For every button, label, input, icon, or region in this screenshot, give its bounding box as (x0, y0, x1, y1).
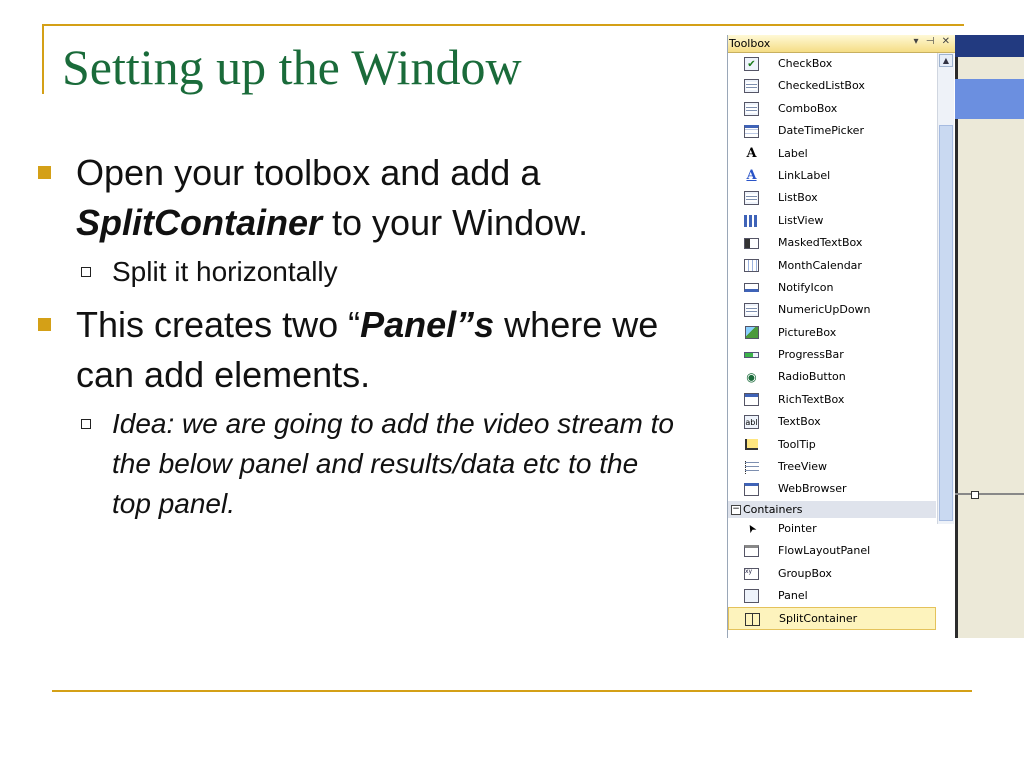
scroll-thumb[interactable] (939, 125, 953, 521)
label-glyph: A (746, 146, 757, 162)
toolbox-group-label: Containers (743, 502, 803, 516)
toolbox-item-flowlayoutpanel[interactable] (728, 540, 936, 562)
toolbox-item-label: GroupBox (778, 566, 832, 580)
toolbox-item-label: DateTimePicker (778, 124, 864, 138)
toolbox-item-linklabel[interactable] (728, 165, 936, 187)
toolbox-item-label: SplitContainer (779, 612, 858, 626)
toolbox-item-label: RadioButton (778, 370, 846, 384)
designer-form-titlebar (955, 79, 1024, 119)
toolbox-panel (727, 35, 957, 638)
toolbox-item-groupbox[interactable] (728, 563, 936, 585)
toolbox-item-maskedtextbox[interactable] (728, 232, 936, 254)
toolbox-item-picturebox[interactable] (728, 322, 936, 344)
toolbox-item-label: Label (778, 146, 808, 160)
tooltip-icon (744, 438, 759, 452)
bullet-2 (38, 300, 678, 400)
splitcontainer-icon (745, 612, 760, 626)
toolbox-item-webbrowser[interactable] (728, 478, 936, 500)
toolbox-item-textbox[interactable] (728, 411, 936, 433)
linklabel-glyph: A (746, 168, 757, 184)
webbrowser-icon (744, 482, 759, 496)
bullet-square-icon (38, 318, 51, 331)
toolbox-item-tooltip[interactable] (728, 434, 936, 456)
accent-top-line (42, 24, 964, 26)
bullet-list (38, 148, 678, 532)
toolbox-item-numericupdown[interactable] (728, 299, 936, 321)
toolbox-item-richtextbox[interactable] (728, 389, 936, 411)
accent-bottom-line (52, 690, 972, 692)
toolbox-item-radiobutton[interactable] (728, 366, 936, 388)
toolbox-item-label: ListBox (778, 191, 818, 205)
toolbox-item-splitcontainer[interactable] (728, 607, 936, 629)
toolbox-item-notifyicon[interactable] (728, 277, 936, 299)
toolbox-item-label: Panel (778, 588, 808, 602)
toolbox-item-label: FlowLayoutPanel (778, 544, 871, 558)
toolbox-item-label[interactable] (728, 143, 936, 165)
toolbox-title: Toolbox (729, 37, 771, 50)
pointer-icon (744, 522, 759, 536)
toolbox-item-label: ListView (778, 213, 824, 227)
toolbox-item-datetimepicker[interactable] (728, 120, 936, 142)
toolbox-item-label: TreeView (778, 460, 828, 474)
toolbox-item-label: ToolTip (778, 437, 816, 451)
toolbox-window-controls-icon[interactable]: ▾ ⊣ ✕ (913, 36, 952, 47)
toolbox-item-label: ProgressBar (778, 348, 844, 362)
designer-titlebar (955, 35, 1024, 57)
datetimepicker-icon (744, 124, 759, 138)
toolbox-header[interactable] (728, 35, 957, 53)
toolbox-item-monthcalendar[interactable] (728, 255, 936, 277)
toolbox-item-label: CheckedListBox (778, 79, 865, 93)
split-line (955, 493, 1024, 495)
radio-glyph: ◉ (746, 370, 757, 385)
bullet-2-text-post: where we can add elements. (76, 304, 659, 395)
scroll-up-icon[interactable]: ▲ (939, 54, 953, 67)
bullet-square-icon (38, 166, 51, 179)
bullet-2-text-pre: This creates two “ (76, 304, 361, 345)
toolbox-item-combobox[interactable] (728, 98, 936, 120)
accent-vertical-line (42, 24, 44, 94)
toolbox-item-label: RichTextBox (778, 392, 845, 406)
bullet-2-sub-text: Idea: we are going to add the video stream to the below panel and results/data etc to the top panel. (112, 408, 674, 519)
toolbox-item-label: TextBox (778, 415, 821, 429)
toolbox-item-label: MaskedTextBox (778, 236, 863, 250)
toolbox-item-label: Pointer (778, 521, 817, 535)
bullet-1-emphasis: SplitContainer (76, 202, 323, 243)
toolbox-item-label: CheckBox (778, 57, 833, 70)
checkbox-glyph: ✔ (747, 58, 756, 70)
toolbox-item-label: ComboBox (778, 101, 838, 115)
listbox-icon (744, 191, 759, 205)
progressbar-icon (744, 348, 759, 362)
treeview-icon (744, 460, 759, 474)
checkedlistbox-icon (744, 79, 759, 93)
bullet-2-sub (38, 404, 678, 524)
bullet-1-sub (38, 252, 678, 292)
bullet-1-text-post: to your Window. (322, 202, 589, 243)
bullet-1-text-pre: Open your toolbox and add a (76, 152, 541, 193)
toolbox-item-checkedlistbox[interactable] (728, 75, 936, 97)
notifyicon-icon (744, 281, 759, 295)
toolbox-item-panel[interactable] (728, 585, 936, 607)
toolbox-item-label: WebBrowser (778, 482, 847, 496)
linklabel-icon (744, 169, 759, 183)
toolbox-item-listview[interactable] (728, 210, 936, 232)
toolbox-item-label: NumericUpDown (778, 303, 871, 317)
label-icon (744, 147, 759, 161)
slide-title: Setting up the Window (62, 39, 522, 95)
textbox-icon (744, 415, 759, 429)
toolbox-item-checkbox[interactable] (728, 53, 936, 75)
listview-icon (744, 214, 759, 228)
toolbox-item-treeview[interactable] (728, 456, 936, 478)
resize-handle[interactable] (971, 491, 979, 499)
form-designer (955, 35, 1024, 638)
toolbox-item-label: MonthCalendar (778, 258, 862, 272)
toolbox-item-label: NotifyIcon (778, 280, 834, 294)
toolbox-scrollbar[interactable] (937, 53, 954, 524)
radiobutton-icon (744, 370, 759, 384)
hollow-square-icon (81, 267, 91, 277)
textbox-glyph: abl (745, 417, 758, 427)
toolbox-list (728, 53, 936, 630)
flowlayoutpanel-icon (744, 544, 759, 558)
checkbox-icon (744, 57, 759, 71)
bullet-1-sub-text: Split it horizontally (112, 256, 338, 287)
monthcalendar-icon (744, 259, 759, 273)
bullet-2-emphasis: Panel”s (360, 304, 495, 345)
collapse-minus-icon[interactable]: − (732, 503, 740, 514)
picturebox-icon (744, 326, 759, 340)
pointer-glyph: ➤ (743, 521, 760, 537)
toolbox-item-pointer[interactable] (728, 518, 936, 540)
richtextbox-icon (744, 393, 759, 407)
toolbox-item-label: LinkLabel (778, 168, 831, 182)
toolbox-item-label: PictureBox (778, 325, 837, 339)
toolbox-group-containers[interactable] (728, 501, 936, 518)
toolbox-item-listbox[interactable] (728, 187, 936, 209)
designer-edge (955, 35, 958, 638)
maskedtextbox-icon (744, 236, 759, 250)
groupbox-icon: xy (744, 567, 759, 581)
toolbox-item-progressbar[interactable] (728, 344, 936, 366)
numericupdown-icon (744, 303, 759, 317)
bullet-1 (38, 148, 678, 248)
hollow-square-icon (81, 419, 91, 429)
combobox-icon (744, 102, 759, 116)
panel-icon (744, 589, 759, 603)
